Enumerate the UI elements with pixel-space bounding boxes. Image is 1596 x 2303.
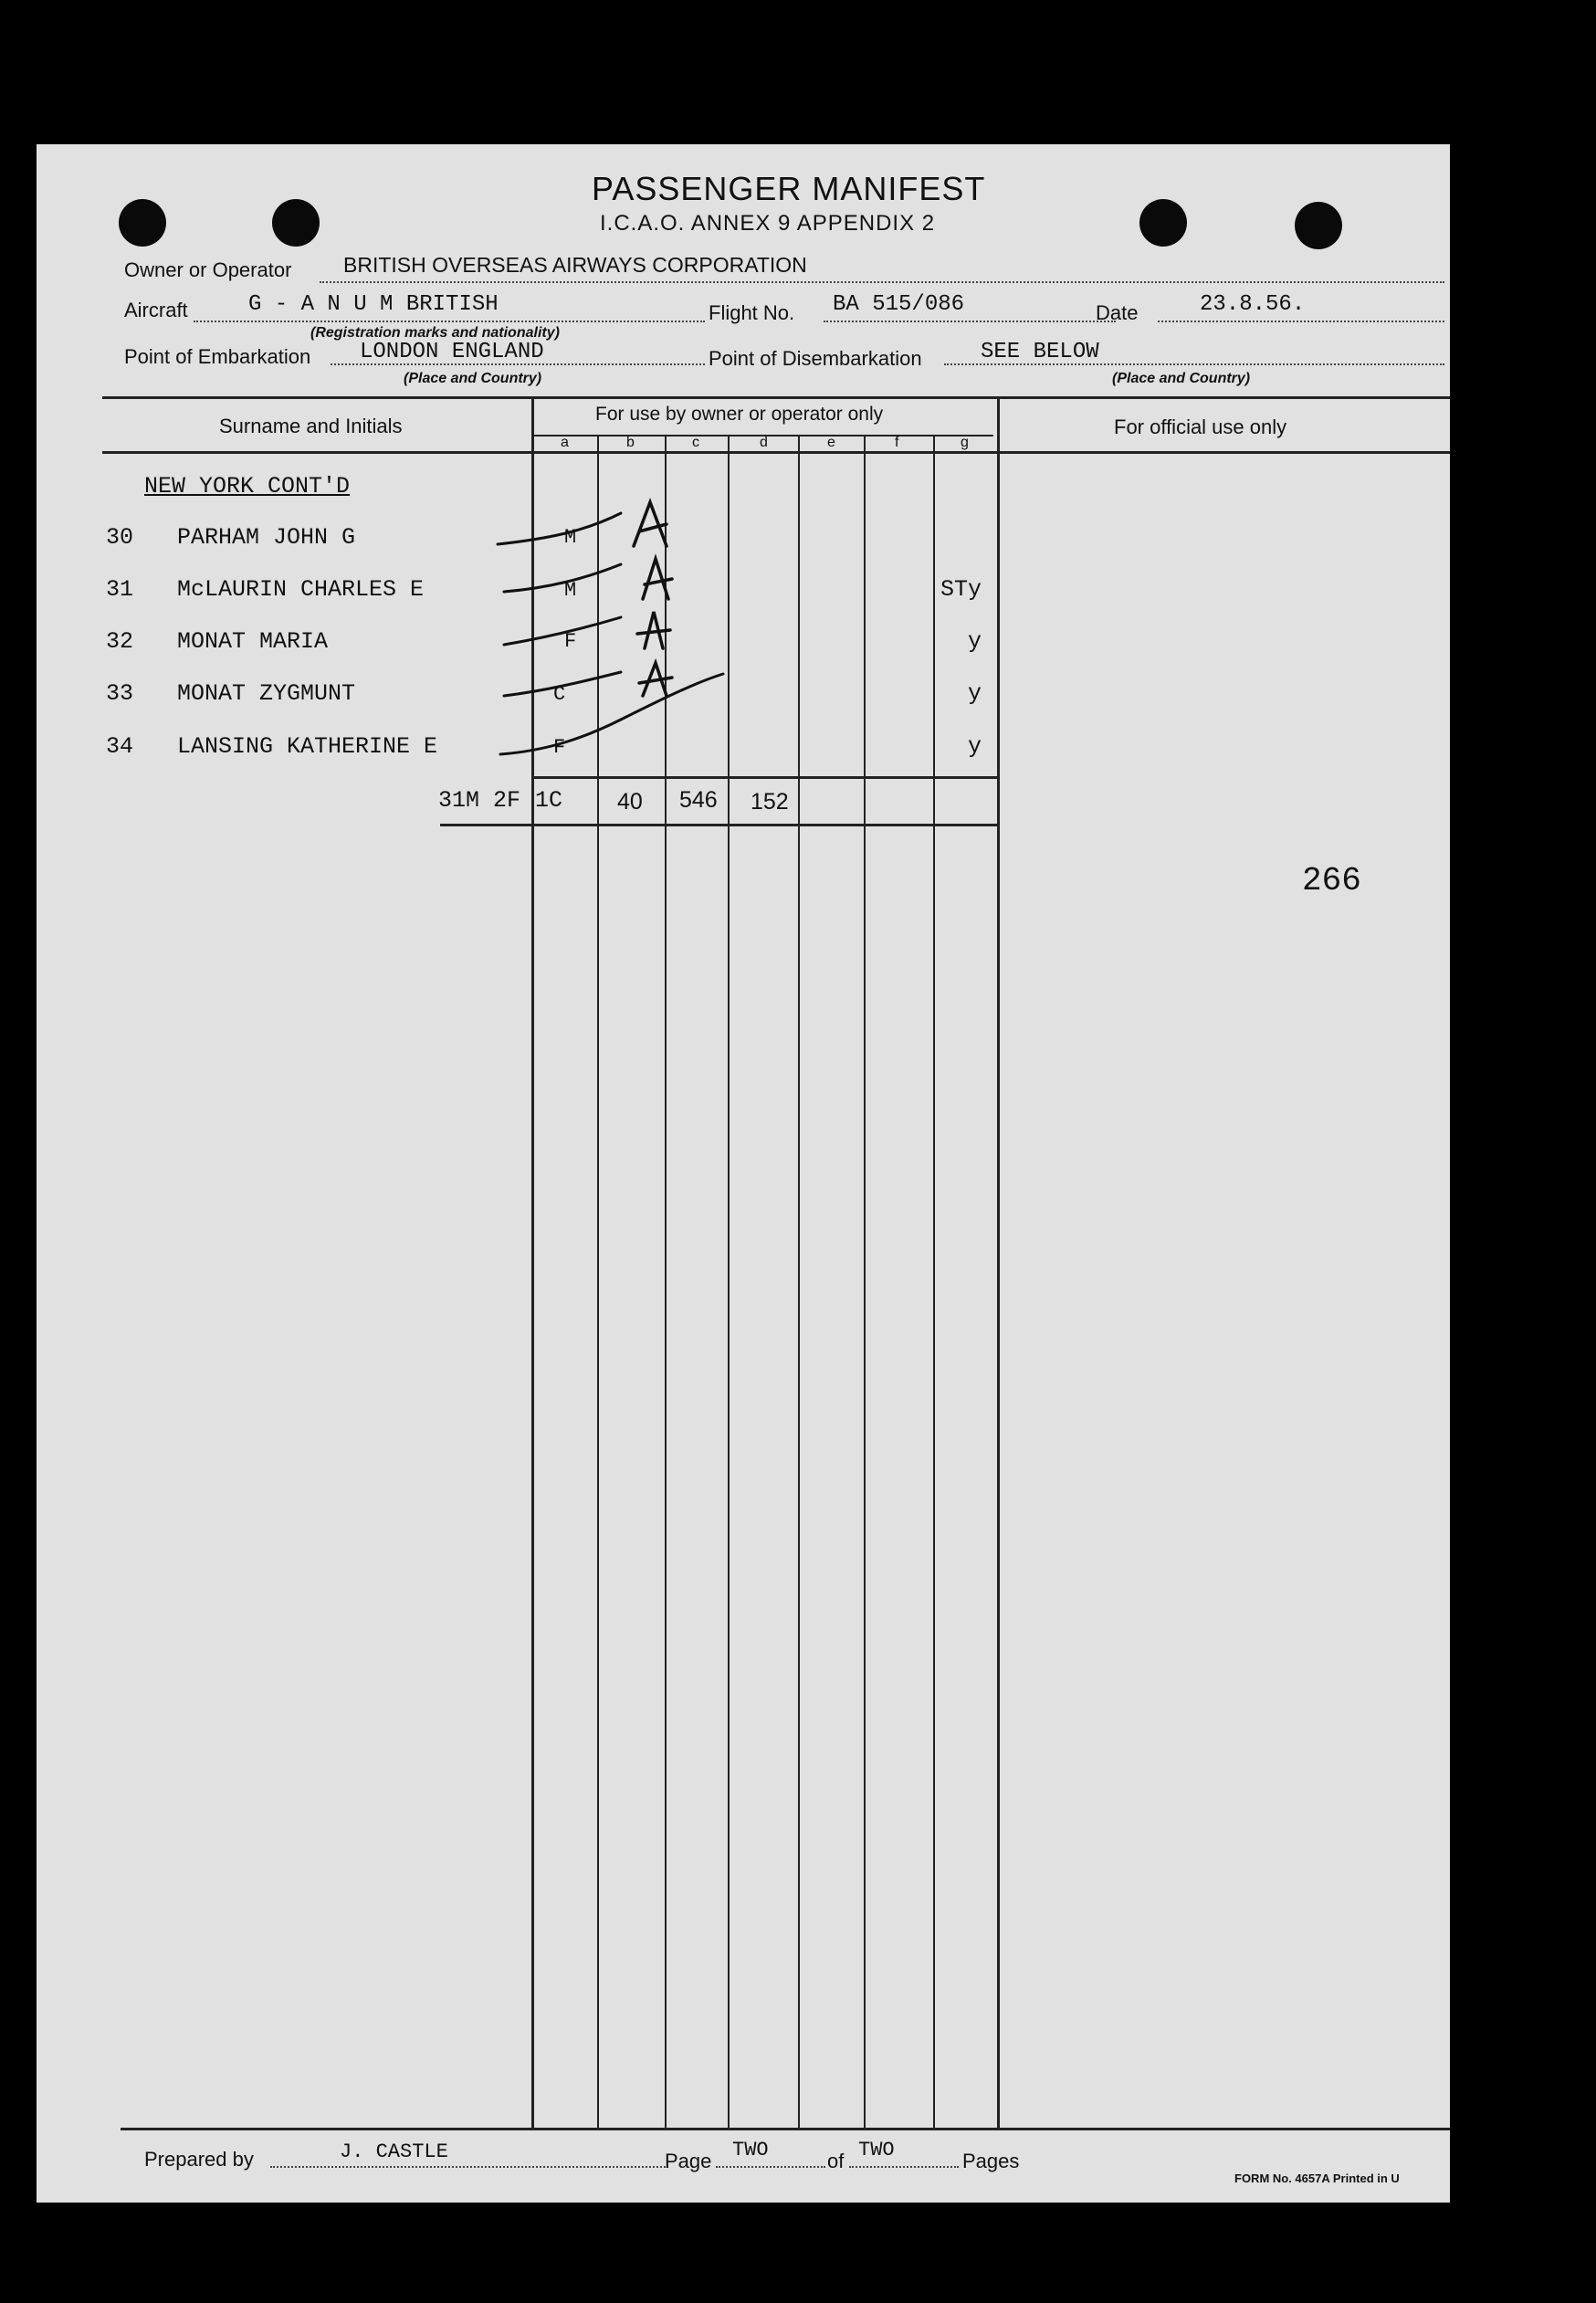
of-label: of [827, 2150, 845, 2172]
embarkation-value: LONDON ENGLAND [360, 340, 544, 364]
owner-use-header: For use by owner or operator only [595, 404, 884, 425]
tick-stroke-2 [504, 564, 621, 592]
flight-label: Flight No. [709, 301, 795, 324]
disembarkation-note: (Place and Country) [1112, 371, 1251, 386]
flight-value: BA 515/086 [833, 292, 965, 317]
official-number: 266 [1302, 862, 1361, 899]
aircraft-note: (Registration marks and nationality) [310, 325, 560, 341]
handwritten-a-1 [634, 502, 667, 546]
subcol-a: a [561, 435, 569, 450]
tick-stroke-1 [498, 513, 621, 544]
official-use-header: For official use only [1114, 415, 1287, 438]
form-number: FORM No. 4657A Printed in U [1234, 2172, 1400, 2185]
row-number: 33 [106, 680, 134, 707]
totals-label: 31M 2F [438, 787, 521, 814]
manifest-sheet [37, 144, 1450, 2203]
surname-header: Surname and Initials [219, 415, 403, 437]
col-g-value: y [968, 628, 982, 655]
page-dotline [716, 2166, 825, 2168]
date-value: 23.8.56. [1200, 292, 1306, 317]
row-number: 34 [106, 733, 134, 760]
sex-code: F [564, 630, 577, 653]
handwritten-a-2 [643, 559, 672, 599]
col-g-value: STy [940, 576, 982, 603]
passenger-name: MONAT ZYGMUNT [177, 680, 356, 707]
disembarkation-value: SEE BELOW [981, 340, 1099, 364]
aircraft-value: G - A N U M BRITISH [248, 292, 499, 317]
passenger-name: McLAURIN CHARLES E [177, 576, 425, 603]
of-value: TWO [858, 2139, 895, 2161]
sex-code: M [564, 579, 577, 602]
embarkation-note: (Place and Country) [404, 371, 542, 386]
owner-value: BRITISH OVERSEAS AIRWAYS CORPORATION [343, 253, 807, 277]
subcol-c: c [692, 435, 699, 450]
passenger-name: PARHAM JOHN G [177, 524, 356, 551]
form-title: PASSENGER MANIFEST [592, 170, 986, 207]
section-heading: NEW YORK CONT'D [144, 473, 351, 500]
disembarkation-label: Point of Disembarkation [709, 347, 922, 370]
totals-d: 152 [751, 789, 789, 815]
embarkation-label: Point of Embarkation [124, 345, 311, 368]
subcol-f: f [895, 435, 899, 450]
prepared-by-dotline [270, 2166, 668, 2168]
totals-c: 546 [679, 787, 718, 813]
row-number: 30 [106, 524, 134, 551]
handwritten-marks [37, 144, 1450, 875]
passenger-name: LANSING KATHERINE E [177, 733, 438, 760]
subcol-e: e [827, 435, 835, 450]
tick-stroke-3 [504, 617, 621, 645]
handwritten-a-4 [639, 663, 672, 696]
handwritten-a-3 [637, 612, 670, 648]
page-value: TWO [732, 2139, 769, 2161]
footer-rule [121, 2128, 1450, 2130]
tick-stroke-5 [500, 674, 723, 754]
owner-label: Owner or Operator [124, 258, 292, 281]
row-number: 31 [106, 576, 134, 603]
tick-stroke-4 [504, 672, 621, 696]
subcol-g: g [961, 435, 969, 450]
page-label: Page [665, 2150, 712, 2172]
sex-code: F [553, 736, 566, 759]
aircraft-label: Aircraft [124, 299, 188, 321]
subcol-b: b [626, 435, 635, 450]
sex-code: C [553, 683, 566, 706]
totals-b: 40 [617, 789, 643, 815]
date-label: Date [1096, 301, 1139, 324]
of-dotline [849, 2166, 959, 2168]
row-number: 32 [106, 628, 134, 655]
sex-code: M [564, 526, 577, 549]
prepared-by-value: J. CASTLE [340, 2140, 448, 2163]
pages-label: Pages [962, 2150, 1020, 2172]
totals-a: 1C [535, 787, 563, 814]
col-g-value: y [968, 733, 982, 760]
subcol-d: d [760, 435, 768, 450]
form-subtitle: I.C.A.O. ANNEX 9 APPENDIX 2 [600, 211, 936, 236]
prepared-by-label: Prepared by [144, 2148, 254, 2171]
passenger-name: MONAT MARIA [177, 628, 329, 655]
col-g-value: y [968, 680, 982, 707]
